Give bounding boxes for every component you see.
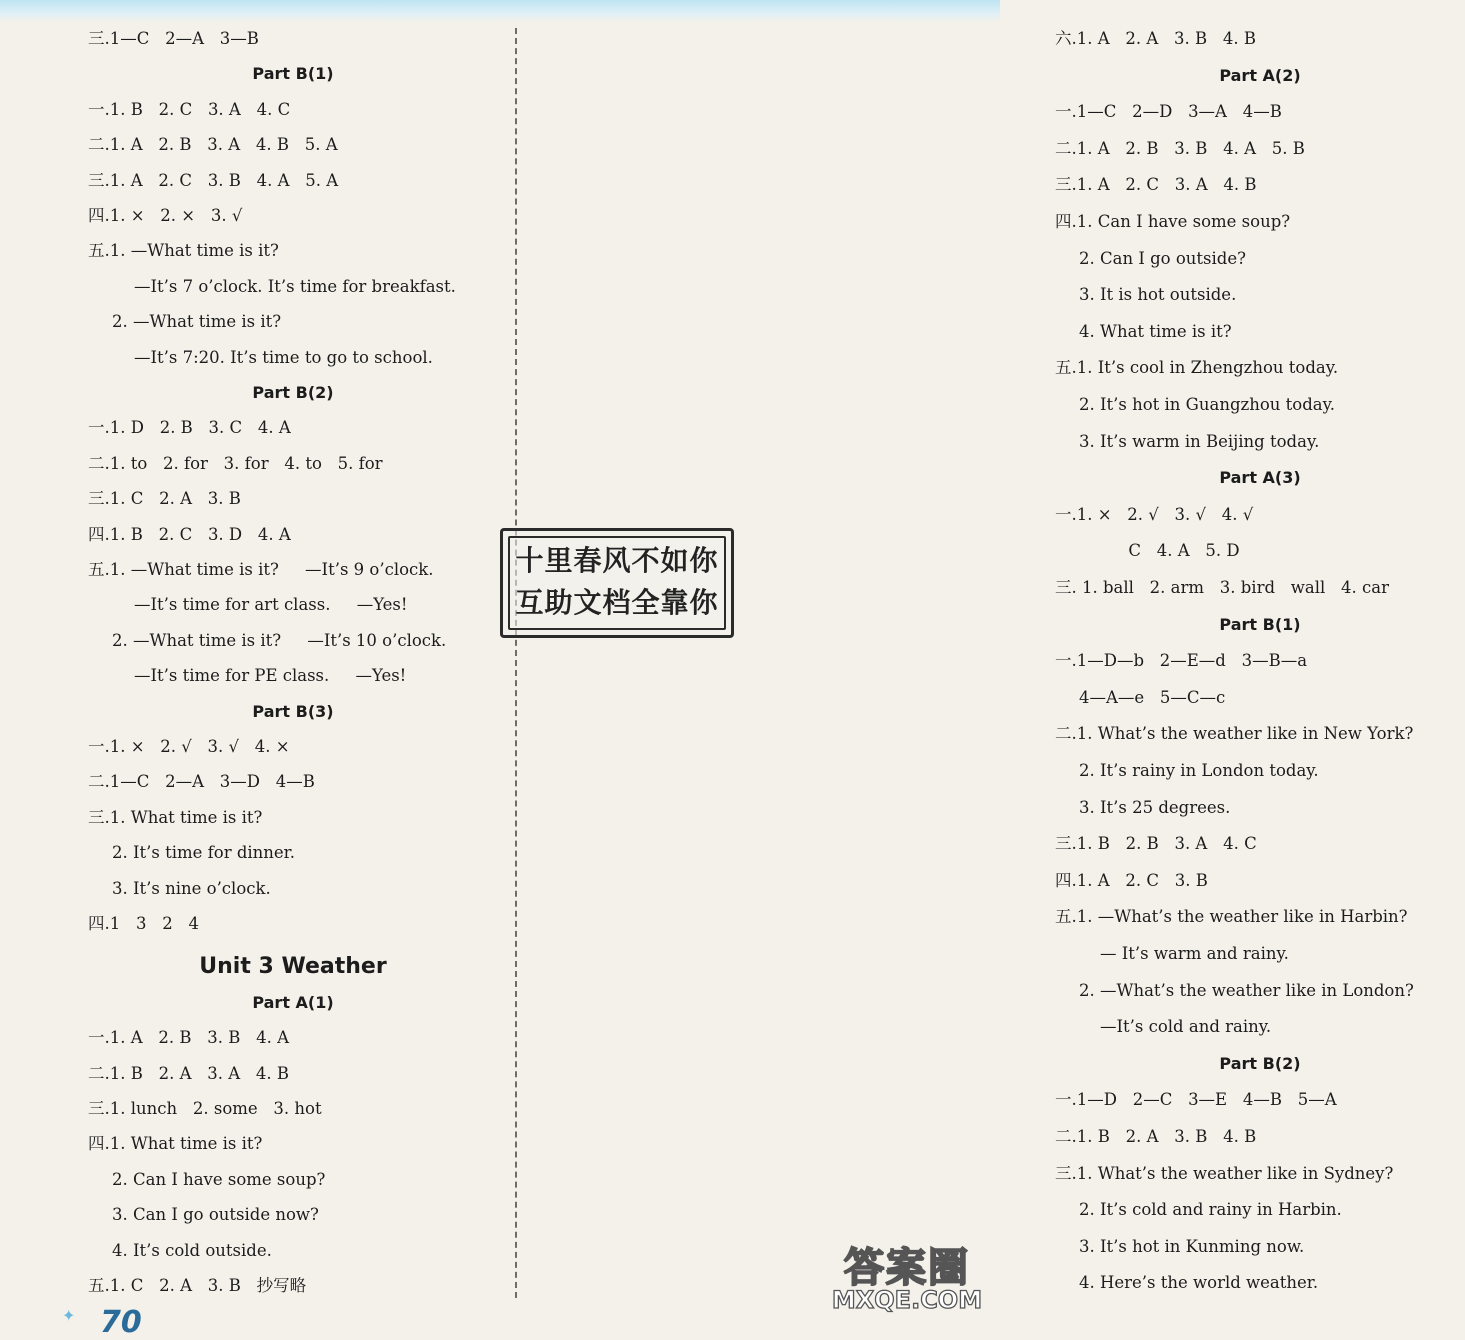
watermark-stamp [500, 528, 734, 638]
answer-line: 一.1. D 2. B 3. C 4. A [88, 418, 291, 438]
section-heading: Part A(3) [1219, 468, 1301, 488]
answer-line: 2. It’s time for dinner. [112, 843, 296, 863]
page-number: 70 [100, 1305, 142, 1340]
answer-line: 一.1—D—b 2—E—d 3—B—a [1055, 651, 1308, 671]
answer-line: 2. It’s cold and rainy in Harbin. [1079, 1200, 1342, 1220]
answer-line: 2. It’s hot in Guangzhou today. [1079, 395, 1335, 414]
answer-line: 四.1. What time is it? [88, 1134, 263, 1154]
answer-line: 2. Can I have some soup? [112, 1169, 326, 1189]
answer-line: 三.1. A 2. C 3. B 4. A 5. A [88, 170, 339, 190]
answer-line: 3. It’s hot in Kunming now. [1079, 1236, 1305, 1256]
section-heading: Part B(3) [252, 701, 334, 721]
answer-line: 二.1. What’s the weather like in New York? [1055, 724, 1414, 744]
section-heading: Part B(2) [252, 383, 334, 402]
answer-line: 3. Can I go outside now? [112, 1205, 319, 1225]
answer-line: 三.1. What’s the weather like in Sydney? [1055, 1163, 1394, 1183]
answer-line: 二.1. B 2. A 3. B 4. B [1055, 1127, 1257, 1146]
answer-line: 3. It’s warm in Beijing today. [1079, 431, 1320, 451]
section-heading: Part B(1) [252, 64, 334, 84]
answer-line: 3. It is hot outside. [1079, 285, 1237, 305]
answer-line: 五.1. —What time is it? —It’s 9 o’clock. [88, 560, 434, 579]
answer-line: 四.1. × 2. × 3. √ [88, 206, 243, 225]
answer-line: 三.1. What time is it? [88, 807, 263, 827]
answer-line: — It’s warm and rainy. [1100, 944, 1289, 963]
answer-line: 三.1. C 2. A 3. B [88, 489, 241, 509]
answer-line: 4. It’s cold outside. [112, 1240, 272, 1260]
answer-line: 五.1. —What’s the weather like in Harbin? [1055, 907, 1408, 927]
stamp-line-2: 互助文档全靠你 [515, 586, 719, 619]
answer-line: 三. 1. ball 2. arm 3. bird wall 4. car [1055, 578, 1389, 597]
answer-line: 4. What time is it? [1079, 321, 1232, 341]
answer-line: 二.1. B 2. A 3. A 4. B [88, 1063, 289, 1083]
answer-line: C 4. A 5. D [1055, 541, 1240, 561]
answer-line: 三.1. A 2. C 3. A 4. B [1055, 175, 1257, 195]
stamp-line-1: 十里春风不如你 [515, 544, 719, 577]
answer-line: 二.1. to 2. for 3. for 4. to 5. for [88, 453, 383, 473]
brand-logo-en: MXQE.COM [831, 1286, 983, 1314]
brand-logo-cn: 答案圈 [844, 1245, 970, 1291]
answer-line: —It’s time for PE class. —Yes! [134, 666, 407, 686]
right-answer-column [520, 0, 1414, 1326]
answer-line: —It’s cold and rainy. [1100, 1017, 1272, 1037]
answer-line: —It’s 7 o’clock. It’s time for breakfast. [134, 276, 456, 296]
answer-line: 四.1. B 2. C 3. D 4. A [88, 524, 291, 544]
section-heading: Part B(2) [1219, 1053, 1301, 1073]
answer-line: 一.1. × 2. √ 3. √ 4. √ [1055, 504, 1254, 524]
column-divider [515, 28, 517, 1298]
answer-line: 4. Here’s the world weather. [1079, 1273, 1319, 1293]
section-heading: Part A(2) [1219, 65, 1301, 85]
answer-line: 二.1. A 2. B 3. B 4. A 5. B [1055, 138, 1305, 158]
answer-line: 2. —What time is it? [112, 312, 282, 332]
answer-line: 三.1. B 2. B 3. A 4. C [1055, 834, 1257, 854]
answer-line: —It’s 7:20. It’s time to go to school. [134, 347, 433, 367]
unit-title: Unit 3 Weather [199, 954, 387, 980]
answer-line: 四.1. Can I have some soup? [1055, 212, 1291, 231]
answer-line: 五.1. It’s cool in Zhengzhou today. [1055, 358, 1339, 378]
answer-line: 2. It’s rainy in London today. [1079, 761, 1319, 780]
answer-line: 六.1. A 2. A 3. B 4. B [1055, 29, 1256, 48]
left-answer-column [0, 0, 515, 1326]
section-heading: Part A(1) [252, 992, 334, 1012]
answer-line: 二.1—C 2—A 3—D 4—B [88, 772, 315, 792]
answer-line: 3. It’s 25 degrees. [1079, 797, 1231, 817]
section-heading: Part B(1) [1219, 614, 1301, 634]
answer-line: 3. It’s nine o’clock. [112, 878, 271, 898]
answer-line: 2. Can I go outside? [1079, 248, 1246, 268]
answer-line: —It’s time for art class. —Yes! [134, 595, 408, 615]
answer-line: 4—A—e 5—C—c [1079, 687, 1226, 707]
answer-line: 2. —What time is it? —It’s 10 o’clock. [112, 630, 447, 650]
answer-line: 三.1. lunch 2. some 3. hot [88, 1099, 322, 1118]
answer-line: 五.1. C 2. A 3. B 抄写略 [88, 1276, 307, 1295]
answer-line: 二.1. A 2. B 3. A 4. B 5. A [88, 135, 338, 155]
answer-line: 一.1. A 2. B 3. B 4. A [88, 1028, 289, 1048]
brand-logo [822, 1236, 992, 1320]
answer-line: 四.1 3 2 4 [88, 914, 199, 933]
answer-line: 五.1. —What time is it? [88, 241, 279, 261]
answer-line: 一.1. × 2. √ 3. √ 4. × [88, 737, 290, 756]
answer-line: 三.1—C 2—A 3—B [88, 29, 259, 48]
answer-line: 一.1—D 2—C 3—E 4—B 5—A [1055, 1090, 1337, 1110]
answer-line: 2. —What’s the weather like in London? [1079, 980, 1414, 1000]
answer-line: 四.1. A 2. C 3. B [1055, 870, 1208, 890]
answer-line: 一.1—C 2—D 3—A 4—B [1055, 102, 1282, 122]
answer-line: 一.1. B 2. C 3. A 4. C [88, 99, 291, 119]
sparkle-icon: ✦ [62, 1306, 76, 1325]
